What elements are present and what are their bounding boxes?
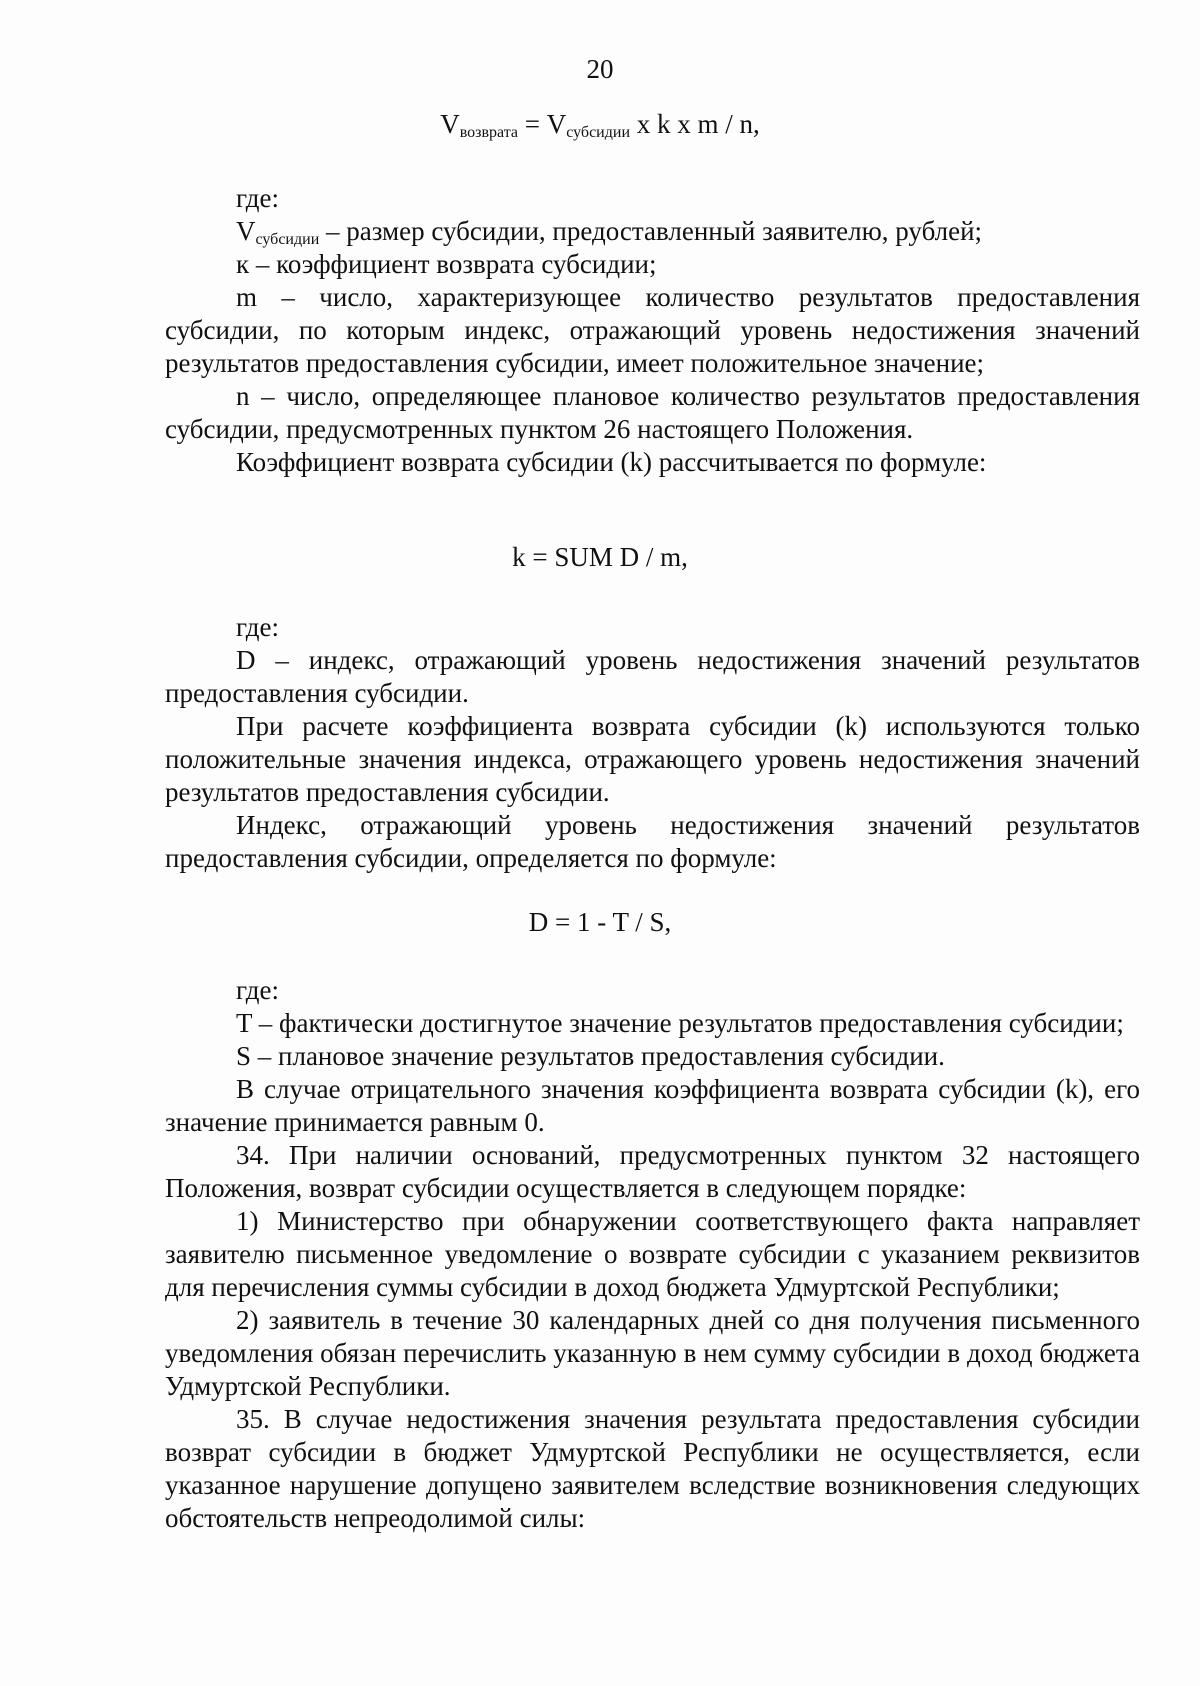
d-formula-intro: Индекс, отражающий уровень недостижения значений результатов предоставления субсидии, определяется по формуле: [165,810,1140,873]
t-definition: T – фактически достигнутое значение результатов предоставления субсидии; [236,1008,1124,1038]
formula-lhs-subscript: возврата [459,124,519,141]
definitions-block-1 [165,182,1140,479]
d-formula: D = 1 - T / S, [528,907,672,937]
clause-34-item-1: 1) Министерство при обнаружении соответствующего факта направляет заявителю письменное уведомление о возврате субсидии с указанием реквизитов для перечисления суммы субсидии в доход бюджета Удмуртской Республики; [165,1206,1140,1302]
v-symbol: V [236,216,256,246]
v-definition [165,215,1140,248]
formula-rhs-symbol: V [546,109,567,139]
k-formula: k = SUM D / m, [512,542,688,572]
n-definition: n – число, определяющее плановое количество результатов предоставления субсидии, предусмотренных пунктом 26 настоящего Положения. [165,381,1140,444]
definitions-block-3 [165,974,1140,1535]
definitions-block-2 [165,611,1140,875]
formula-rhs-subscript: субсидии [566,124,630,141]
clause-34-item-2: 2) заявитель в течение 30 календарных дней со дня получения письменного уведомления обязан перечислить указанную в нем сумму субсидии в доход бюджета Удмуртской Республики. [165,1305,1140,1401]
k-calculation-note: При расчете коэффициента возврата субсидии (k) используются только положительные значения индекса, отражающего уровень недостижения значений результатов предоставления субсидии. [165,711,1140,807]
v-definition-text: – размер субсидии, предоставленный заявителю, рублей; [319,216,983,246]
clause-35: 35. В случае недостижения значения результата предоставления субсидии возврат субсидии в бюджет Удмуртской Республики не осуществляется, если указанное нарушение допущено заявителем вследствие возникновения следующих обстоятельств непреодолимой силы: [165,1404,1140,1533]
formula-equals: = [518,109,547,139]
where-label: где: [236,612,279,642]
d-definition: D – индекс, отражающий уровень недостижения значений результатов предоставления субсидии. [165,645,1140,708]
where-label: где: [236,183,279,213]
formula-lhs-symbol: V [440,109,460,139]
where-label: где: [236,975,279,1005]
return-amount-formula [0,108,1200,141]
v-subscript: субсидии [255,231,320,248]
s-definition: S – плановое значение результатов предоставления субсидии. [236,1041,945,1071]
negative-k-note: В случае отрицательного значения коэффициента возврата субсидии (k), его значение принимается равным 0. [165,1074,1140,1137]
clause-34: 34. При наличии оснований, предусмотренных пунктом 32 настоящего Положения, возврат субсидии осуществляется в следующем порядке: [165,1140,1140,1203]
k-formula-intro: Коэффициент возврата субсидии (k) рассчитывается по формуле: [236,447,987,477]
formula-rhs-rest: x k x m / n, [630,109,760,139]
m-definition: m – число, характеризующее количество результатов предоставления субсидии, по которым индекс, отражающий уровень недостижения значений результатов предоставления субсидии, имеет положительное значение; [165,282,1140,378]
page-number: 20 [586,54,614,84]
k-definition: к – коэффициент возврата субсидии; [236,249,657,279]
